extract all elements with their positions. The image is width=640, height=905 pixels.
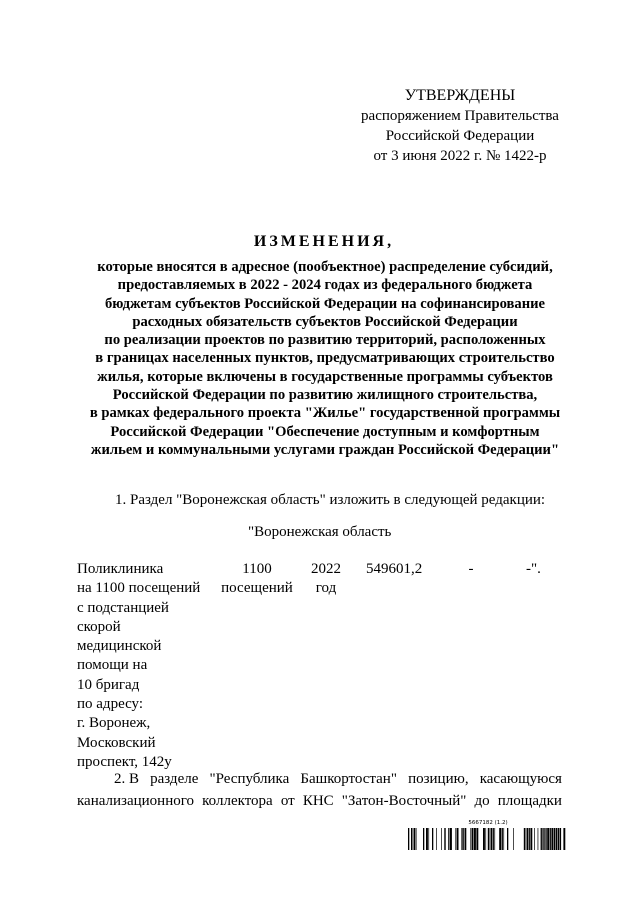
region-title: "Воронежская область <box>248 524 392 540</box>
subtitle-line: по реализации проектов по развитию территорий, расположенных <box>104 332 546 349</box>
subtitle-line: в границах населенных пунктов, предусматривающих строительство <box>95 350 555 367</box>
object-line: на 1100 посещений <box>77 580 201 597</box>
subtitle-line: предоставляемых в 2022 - 2024 годах из федерального бюджета <box>117 277 533 294</box>
object-line: г. Воронеж, <box>77 715 151 732</box>
word: канализационного <box>77 793 195 809</box>
object-line: медицинской <box>77 638 162 655</box>
barcode-icon <box>408 828 568 850</box>
subtitle-line: которые вносятся в адресное (пообъектное) распределение субсидий, <box>97 259 553 275</box>
object-line: 10 бригад <box>77 676 140 693</box>
object-line: скорой <box>77 618 121 635</box>
subtitle-line: жилья, которые включены в государственные программы субъектов <box>97 368 553 385</box>
year-cell <box>304 560 348 599</box>
subtitle-line: расходных обязательств субъектов Российской Федерации <box>132 313 518 330</box>
word: "Республика <box>209 771 290 787</box>
capacity-unit: посещений <box>221 580 293 597</box>
year-value: 2022 <box>311 561 341 577</box>
subtitle-line: Российской Федерации по развитию жилищного строительства, <box>112 387 538 404</box>
barcode <box>408 820 568 852</box>
word: коллектора <box>202 793 273 809</box>
approval-line-3: от 3 июня 2022 г. № 1422-р <box>373 148 547 164</box>
document-title: ИЗМЕНЕНИЯ, <box>253 233 395 250</box>
capacity-cell <box>217 560 297 599</box>
object-line: Московский <box>77 734 156 751</box>
dash-cell: - <box>468 561 474 577</box>
dash-cell-end: -". <box>526 561 541 577</box>
word: Башкортостан" <box>300 771 397 787</box>
word: до <box>474 793 490 809</box>
object-line: помощи на <box>77 657 148 674</box>
paragraph-line <box>77 768 562 790</box>
word: касающуюся <box>479 771 562 787</box>
subtitle-line: бюджетам субъектов Российской Федерации на софинансирование <box>104 295 546 312</box>
word: "Затон-Восточный" <box>341 793 467 809</box>
year-unit: год <box>315 580 337 597</box>
subtitle-line: в рамках федерального проекта "Жилье" государственной программы <box>89 405 561 422</box>
approval-heading: УТВЕРЖДЕНЫ <box>404 87 516 104</box>
object-line: Поликлиника <box>77 561 164 577</box>
word: 2. В <box>114 771 140 787</box>
object-description <box>77 560 207 772</box>
approval-block <box>330 86 590 166</box>
barcode-number: 5667182 (1.2) <box>468 820 508 826</box>
word: КНС <box>302 793 334 809</box>
section-1-paragraph: 1. Раздел "Воронежская область" изложить в следующей редакции: <box>115 492 546 508</box>
object-line: по адресу: <box>77 696 144 713</box>
paragraph-line <box>77 790 562 812</box>
approval-line-1: распоряжением Правительства <box>361 108 559 124</box>
word: позицию, <box>408 771 469 787</box>
amount-cell: 549601,2 <box>366 561 423 577</box>
approval-line-2: Российской Федерации <box>385 128 535 144</box>
subtitle-line: жильем и коммунальными услугами граждан Российской Федерации" <box>90 441 560 458</box>
section-2-paragraph <box>77 768 562 812</box>
subtitle-line: Российской Федерации "Обеспечение доступным и комфортным <box>110 423 540 440</box>
word: площадки <box>497 793 562 809</box>
document-subtitle <box>60 258 590 459</box>
capacity-value: 1100 <box>242 561 272 577</box>
object-line: с подстанцией <box>77 599 169 616</box>
word: разделе <box>150 771 199 787</box>
word: от <box>280 793 295 809</box>
object-line: проспект, 142у <box>77 753 172 770</box>
